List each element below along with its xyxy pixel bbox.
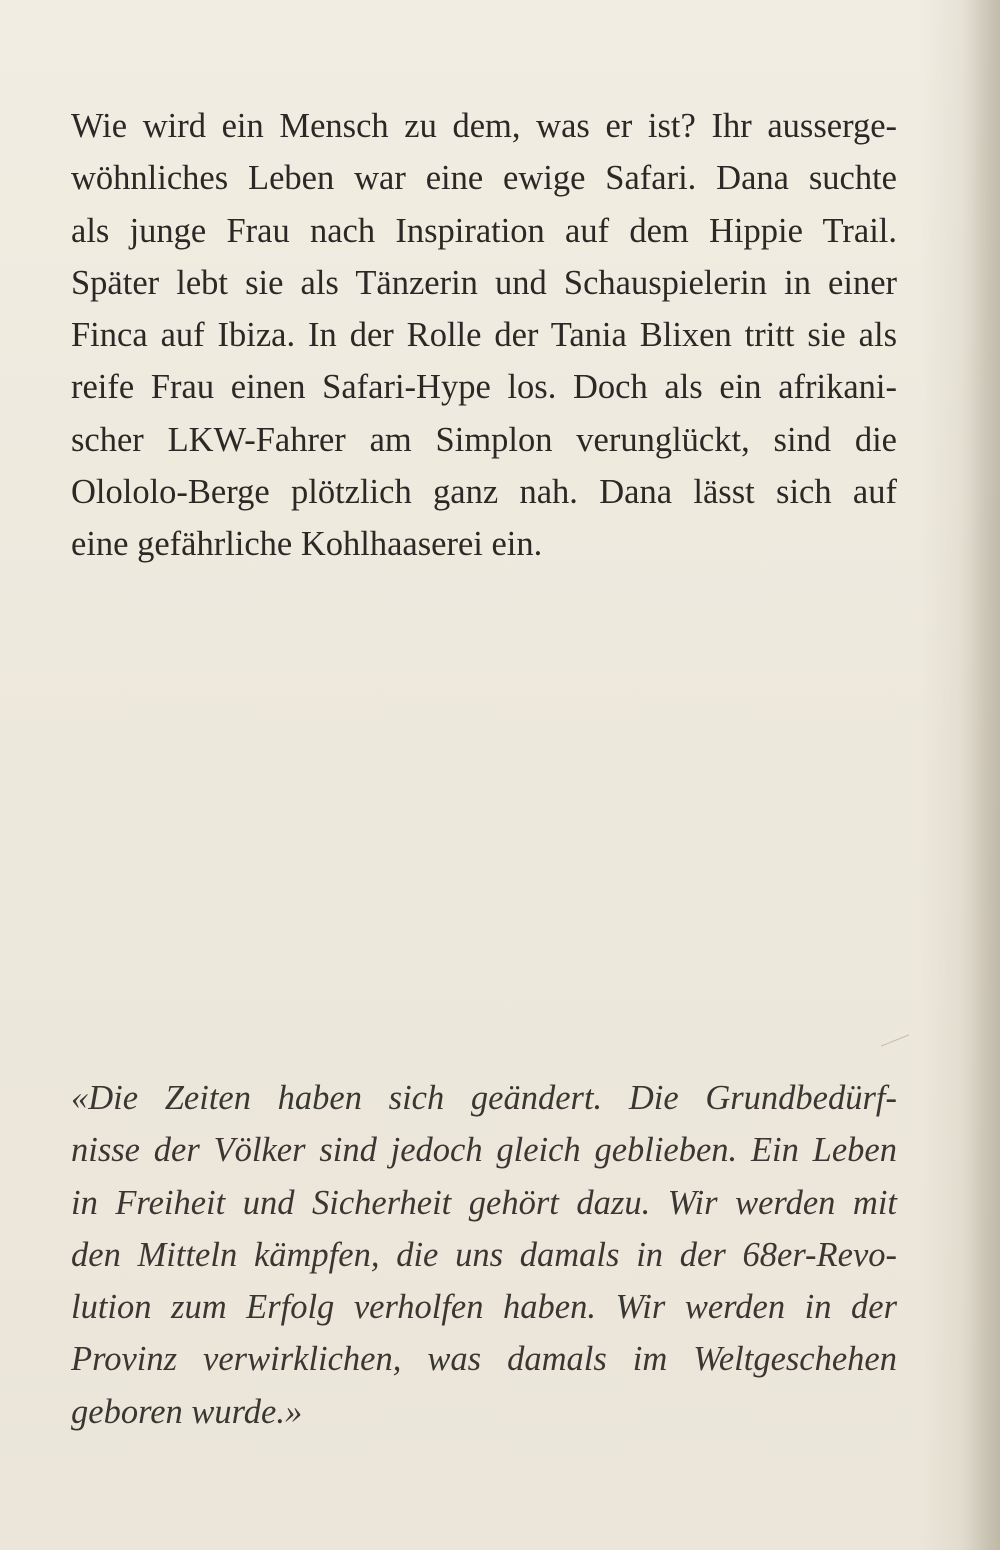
blurb-paragraph — [71, 100, 897, 571]
blurb-line: Später lebt sie als Tänzerin und Schauspielerin in einer — [71, 263, 897, 302]
quote-line: Provinz verwirklichen, was damals im Weltgeschehen — [71, 1340, 897, 1379]
blurb-line: eine gefährliche Kohlhaaserei ein. — [71, 525, 543, 564]
blurb-line: reife Frau einen Safari-Hype los. Doch als ein afrikani- — [71, 368, 897, 407]
quote-paragraph — [71, 1072, 897, 1438]
blurb-line: Finca auf Ibiza. In der Rolle der Tania Blixen tritt sie als — [71, 316, 897, 355]
quote-line: den Mitteln kämpfen, die uns damals in der 68er-Revo- — [71, 1235, 897, 1274]
quote-line: lution zum Erfolg verholfen haben. Wir werden in der — [71, 1288, 897, 1327]
quote-line: in Freiheit und Sicherheit gehört dazu. Wir werden mit — [71, 1183, 897, 1222]
blurb-line: scher LKW-Fahrer am Simplon verunglückt, sind die — [71, 420, 897, 459]
blurb-line: Wie wird ein Mensch zu dem, was er ist? Ihr ausserge- — [71, 107, 897, 145]
cover-edge-shadow — [960, 0, 1000, 1550]
blurb-line: wöhnliches Leben war eine ewige Safari. Dana suchte — [71, 159, 897, 198]
quote-line: geboren wurde.» — [71, 1392, 303, 1431]
blurb-line: als junge Frau nach Inspiration auf dem Hippie Trail. — [71, 211, 897, 250]
paper-scratch-mark — [881, 1034, 909, 1046]
quote-line: nisse der Völker sind jedoch gleich geblieben. Ein Leben — [71, 1131, 897, 1170]
quote-line: «Die Zeiten haben sich geändert. Die Grundbedürf- — [71, 1079, 897, 1117]
blurb-line: Olololo-Berge plötzlich ganz nah. Dana lässt sich auf — [71, 473, 897, 512]
